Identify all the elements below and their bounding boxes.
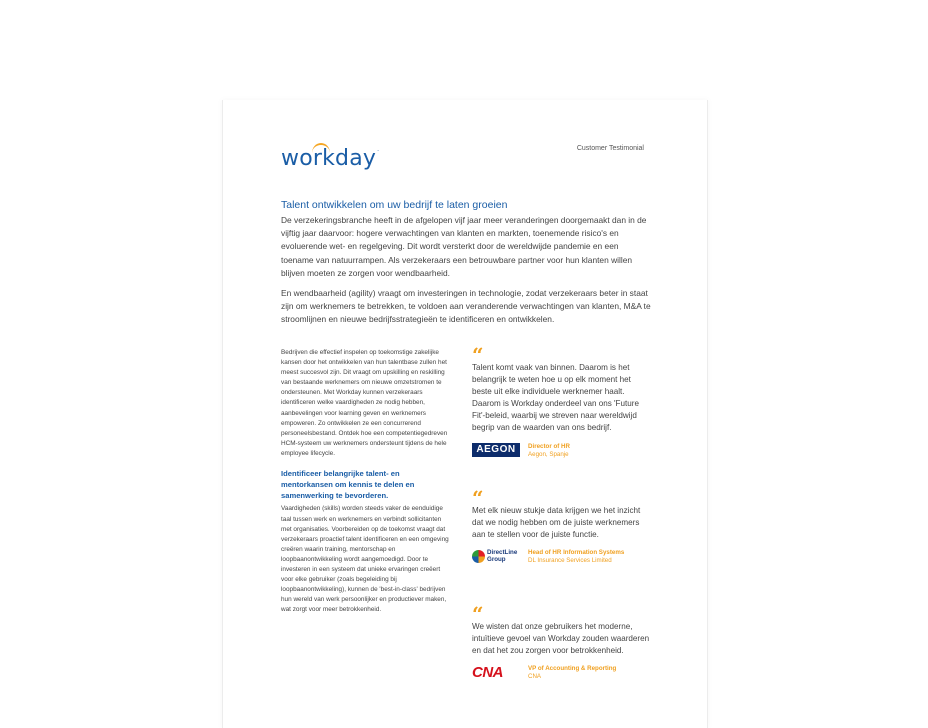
intro-section — [281, 214, 651, 334]
document-type-label: Customer Testimonial — [576, 145, 644, 152]
aegon-logo: AEGON — [472, 443, 520, 457]
quote-mark-icon: “ — [472, 486, 484, 510]
workday-logo — [281, 146, 379, 171]
left-paragraph-1: Bedrijven die effectief inspelen op toekomstige zakelijke kansen door het ontwikkelen van hun talentbase zullen het meest succesvol zijn. Dit vraagt om upskilling en reskilling van bestaande werknemers om nieuwe omzetstromen te ondersteunen. Met Workday kunnen verzekeraars identificeren welke vaardigheden ze nodig hebben, aanbevelingen voor learning geven en werknemers empoweren. Zo ontwikkelen ze een concurrerend personeelsbestand. Ontdek hoe een competentiegedreven HCM-systeem uw werknemers ondersteunt tijdens de hele employee lifecycle. — [281, 349, 448, 457]
quote-text: Talent komt vaak van binnen. Daarom is het belangrijk te weten hoe u op elk moment het beste uit elke individuele werknemer haalt. Daarom is Workday onderdeel van ons 'Future Fit'-beleid, waarbij we streven naar wereldwijd begrip van de waarden van ons bedrijf. — [472, 363, 639, 433]
quote-company: DL Insurance Services Limited — [528, 557, 612, 565]
workday-logo-text: workday — [281, 146, 377, 171]
quote-directline — [472, 486, 652, 569]
left-column — [281, 348, 453, 625]
quote-attribution — [472, 665, 652, 685]
quote-role: Director of HR — [528, 442, 570, 450]
quote-role: Head of HR Information Systems — [528, 549, 625, 557]
page-title: Talent ontwikkelen om uw bedrijf te laten groeien — [281, 199, 508, 211]
directline-logo-icon — [472, 550, 485, 563]
quote-attribution — [472, 443, 652, 463]
left-paragraph-2: Vaardigheden (skills) worden steeds vaker de eenduidige taal tussen werk en werknemers en verbindt sollicitanten met organisaties. Voorbereiden op de toekomst vraagt dat verzekeraars proactief talent identificeren en een omgeving creëren waarin training, mentorschap en loopbaanontwikkeling wordt aangemoedigd. Door te investeren in een systeem dat unieke ervaringen creëert voor elke gebruiker (zoals begeleiding bij loopbaanontwikkeling), kunnen de 'best-in-class' bedrijven hun wereld van werk persoonlijker en productiever maken, wat zorgt voor meer betrokkenheid. — [281, 505, 449, 614]
quote-mark-icon: “ — [472, 343, 484, 367]
quote-aegon — [472, 343, 652, 463]
quote-text: We wisten dat onze gebruikers het moderne, intuïtieve gevoel van Workday zouden waarderen en dat het zou zorgen voor betrokkenheid. — [472, 622, 650, 656]
quote-role: VP of Accounting & Reporting — [528, 665, 617, 673]
intro-paragraph-1: De verzekeringsbranche heeft in de afgelopen vijf jaar meer veranderingen doorgemaakt dan in de vijftig jaar daarvoor: hogere verwachtingen van klanten en markten, toenemende risico's en evoluerende wet- en regelgeving. Dit wordt versterkt door de wereldwijde pandemie en een toename van natuurrampen. Als verzekeraars een betrouwbare partner voor hun klanten willen blijven moeten ze zorgen voor wendbaarheid. — [281, 215, 647, 278]
intro-paragraph-2: En wendbaarheid (agility) vraagt om investeringen in technologie, zodat verzekeraars beter in staat zijn om werknemers te betrekken, te voldoen aan veranderende verwachtingen van klanten, M&A te stroomlijnen en nieuwe bedrijfsstrategieën te identificeren en ontwikkelen. — [281, 288, 651, 325]
quote-company: Aegon, Spanje — [528, 450, 569, 458]
quote-mark-icon: “ — [472, 602, 484, 626]
cna-logo: CNA — [472, 664, 503, 682]
quote-company: CNA — [528, 673, 542, 681]
directline-logo — [472, 549, 522, 567]
quote-text: Met elk nieuw stukje data krijgen we het inzicht dat we nodig hebben om de juiste werknemers aan te stellen voor de juiste functie. — [472, 506, 641, 540]
directline-logo-line1: DirectLine — [487, 549, 518, 557]
left-subheading: Identificeer belangrijke talent- en mentorkansen om kennis te delen en samenwerking te bevorderen. — [281, 469, 415, 500]
directline-logo-line2: Group — [487, 556, 506, 564]
quote-attribution — [472, 549, 652, 569]
workday-logo-mark: . — [377, 146, 380, 153]
quote-cna — [472, 602, 652, 685]
